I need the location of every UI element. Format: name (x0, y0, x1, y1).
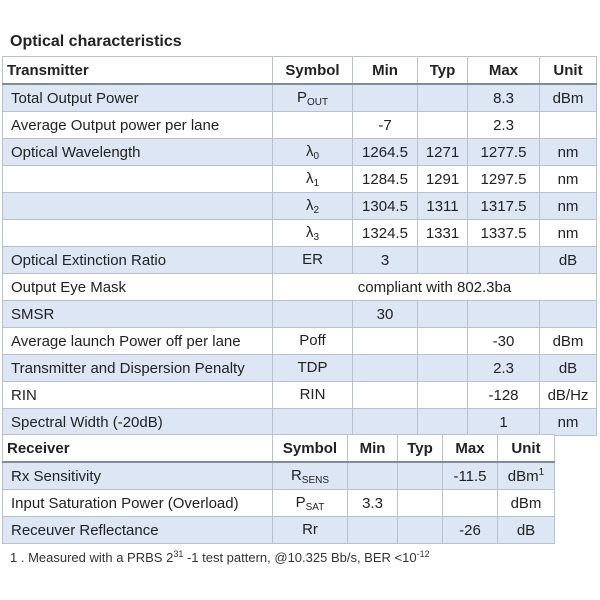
header-receiver: Receiver (3, 435, 273, 463)
symbol-cell (273, 139, 353, 166)
symbol-cell (273, 301, 353, 328)
unit-cell (540, 193, 597, 220)
min-cell: 1284.5 (353, 166, 418, 193)
table-row (3, 462, 555, 490)
table-row (3, 247, 597, 274)
symbol-text: λ (305, 169, 314, 187)
symbol-cell (273, 220, 353, 247)
unit-cell (540, 112, 597, 139)
min-cell: 3 (353, 247, 418, 274)
table-row (3, 382, 597, 409)
symbol-text: λ (305, 142, 314, 160)
header-max: Max (468, 57, 540, 85)
transmitter-table (2, 56, 597, 436)
max-cell: -30 (468, 328, 540, 355)
max-cell: 1317.5 (468, 193, 540, 220)
unit-cell (540, 301, 597, 328)
max-cell (468, 247, 540, 274)
header-symbol: Symbol (273, 57, 353, 85)
symbol-text: R (290, 466, 302, 484)
symbol-subscript: 1 (313, 177, 320, 189)
typ-cell (398, 517, 443, 544)
parameter-cell (3, 220, 273, 247)
min-cell: 3.3 (348, 490, 398, 517)
symbol-text: Poff (299, 331, 326, 349)
typ-cell: 1311 (418, 193, 468, 220)
max-cell: -128 (468, 382, 540, 409)
symbol-cell (273, 462, 348, 490)
min-cell: -7 (353, 112, 418, 139)
symbol-cell (273, 382, 353, 409)
unit-cell (540, 220, 597, 247)
header-max: Max (443, 435, 498, 463)
table-row (3, 490, 555, 517)
parameter-cell: RIN (3, 382, 273, 409)
parameter-cell: Rx Sensitivity (3, 462, 273, 490)
symbol-cell (273, 328, 353, 355)
header-min: Min (353, 57, 418, 85)
symbol-subscript: 3 (313, 231, 320, 243)
symbol-cell (273, 247, 353, 274)
symbol-cell (273, 166, 353, 193)
max-cell: 8.3 (468, 84, 540, 112)
unit-cell (540, 166, 597, 193)
parameter-cell: Input Saturation Power (Overload) (3, 490, 273, 517)
symbol-subscript: SENS (301, 474, 330, 486)
max-cell: 1277.5 (468, 139, 540, 166)
parameter-cell (3, 193, 273, 220)
unit-text: nm (557, 170, 579, 188)
max-cell: 2.3 (468, 355, 540, 382)
parameter-cell: Average launch Power off per lane (3, 328, 273, 355)
min-cell (353, 355, 418, 382)
symbol-cell (273, 490, 348, 517)
parameter-cell: Receuver Reflectance (3, 517, 273, 544)
symbol-subscript: OUT (306, 96, 329, 108)
header-min: Min (348, 435, 398, 463)
symbol-cell (273, 409, 353, 436)
max-cell (468, 301, 540, 328)
symbol-text: P (295, 493, 306, 511)
symbol-text: TDP (297, 358, 328, 376)
typ-cell: 1291 (418, 166, 468, 193)
unit-text: dBm (510, 495, 542, 512)
min-cell (348, 517, 398, 544)
table-row (3, 355, 597, 382)
unit-text: dBm (507, 468, 539, 485)
unit-cell (498, 462, 555, 490)
min-cell (353, 382, 418, 409)
table-row (3, 328, 597, 355)
min-cell: 1304.5 (353, 193, 418, 220)
footnote-exponent: 31 (173, 549, 184, 559)
typ-cell (418, 301, 468, 328)
max-cell: 1337.5 (468, 220, 540, 247)
min-cell: 1264.5 (353, 139, 418, 166)
footnote-prefix: 1 . Measured with a PRBS 2 (10, 550, 174, 565)
min-cell (353, 409, 418, 436)
table-row (3, 139, 597, 166)
min-cell (353, 84, 418, 112)
typ-cell (418, 409, 468, 436)
symbol-subscript: 0 (313, 150, 320, 162)
table-row (3, 112, 597, 139)
unit-cell (540, 247, 597, 274)
min-cell (353, 328, 418, 355)
unit-cell (540, 84, 597, 112)
header-transmitter: Transmitter (3, 57, 273, 85)
unit-text: nm (557, 143, 579, 161)
header-unit: Unit (498, 435, 555, 463)
typ-cell (418, 247, 468, 274)
unit-text: dB (558, 251, 578, 269)
typ-cell (418, 382, 468, 409)
typ-cell (418, 328, 468, 355)
symbol-cell (273, 112, 353, 139)
section-title: Optical characteristics (10, 33, 182, 50)
table-row (3, 409, 597, 436)
symbol-text: P (296, 88, 307, 106)
typ-cell (398, 490, 443, 517)
symbol-cell (273, 517, 348, 544)
parameter-cell: Optical Extinction Ratio (3, 247, 273, 274)
parameter-cell: Average Output power per lane (3, 112, 273, 139)
table-row (3, 517, 555, 544)
unit-text: dB (516, 522, 536, 539)
footnote (10, 549, 430, 565)
table-row (3, 193, 597, 220)
table-row (3, 220, 597, 247)
symbol-text: ER (302, 250, 323, 268)
unit-cell (540, 139, 597, 166)
max-cell: 2.3 (468, 112, 540, 139)
symbol-cell (273, 355, 353, 382)
unit-cell (540, 355, 597, 382)
unit-text: nm (557, 224, 579, 242)
unit-text: dB (558, 359, 578, 377)
footnote-ber-exponent: -12 (416, 549, 430, 559)
symbol-text: Rr (302, 520, 318, 538)
max-cell (443, 490, 498, 517)
header-unit: Unit (540, 57, 597, 85)
table-row (3, 274, 597, 301)
max-cell: -11.5 (443, 462, 498, 490)
unit-text: dB/Hz (547, 386, 589, 404)
receiver-table (2, 434, 555, 544)
parameter-cell (3, 166, 273, 193)
typ-cell (398, 462, 443, 490)
typ-cell: 1331 (418, 220, 468, 247)
unit-cell (498, 517, 555, 544)
min-cell (348, 462, 398, 490)
parameter-cell: Optical Wavelength (3, 139, 273, 166)
symbol-text: RIN (299, 385, 326, 403)
unit-text: nm (557, 197, 579, 215)
typ-cell (418, 355, 468, 382)
unit-cell (540, 409, 597, 436)
header-typ: Typ (418, 57, 468, 85)
symbol-cell (273, 84, 353, 112)
parameter-cell: Spectral Width (-20dB) (3, 409, 273, 436)
symbol-cell (273, 193, 353, 220)
unit-text: dBm (552, 89, 584, 107)
max-cell: 1297.5 (468, 166, 540, 193)
table-row (3, 84, 597, 112)
symbol-subscript: SAT (305, 501, 325, 513)
typ-cell (418, 112, 468, 139)
parameter-cell: Output Eye Mask (3, 274, 273, 301)
footnote-middle: -1 test pattern, @10.325 Bb/s, BER <10 (183, 550, 417, 565)
unit-superscript: 1 (538, 467, 545, 478)
symbol-text: λ (305, 196, 314, 214)
merged-value-cell: compliant with 802.3ba (273, 274, 597, 301)
unit-cell (540, 382, 597, 409)
header-symbol: Symbol (273, 435, 348, 463)
max-cell: -26 (443, 517, 498, 544)
min-cell: 1324.5 (353, 220, 418, 247)
table-row (3, 166, 597, 193)
unit-text: nm (557, 413, 579, 431)
parameter-cell: Total Output Power (3, 84, 273, 112)
symbol-subscript: 2 (313, 204, 320, 216)
unit-text: dBm (552, 332, 584, 350)
unit-cell (498, 490, 555, 517)
table-row (3, 301, 597, 328)
header-typ: Typ (398, 435, 443, 463)
transmitter-header-row (3, 57, 597, 85)
typ-cell: 1271 (418, 139, 468, 166)
receiver-header-row (3, 435, 555, 463)
parameter-cell: SMSR (3, 301, 273, 328)
parameter-cell: Transmitter and Dispersion Penalty (3, 355, 273, 382)
min-cell: 30 (353, 301, 418, 328)
unit-cell (540, 328, 597, 355)
typ-cell (418, 84, 468, 112)
symbol-text: λ (305, 223, 314, 241)
max-cell: 1 (468, 409, 540, 436)
